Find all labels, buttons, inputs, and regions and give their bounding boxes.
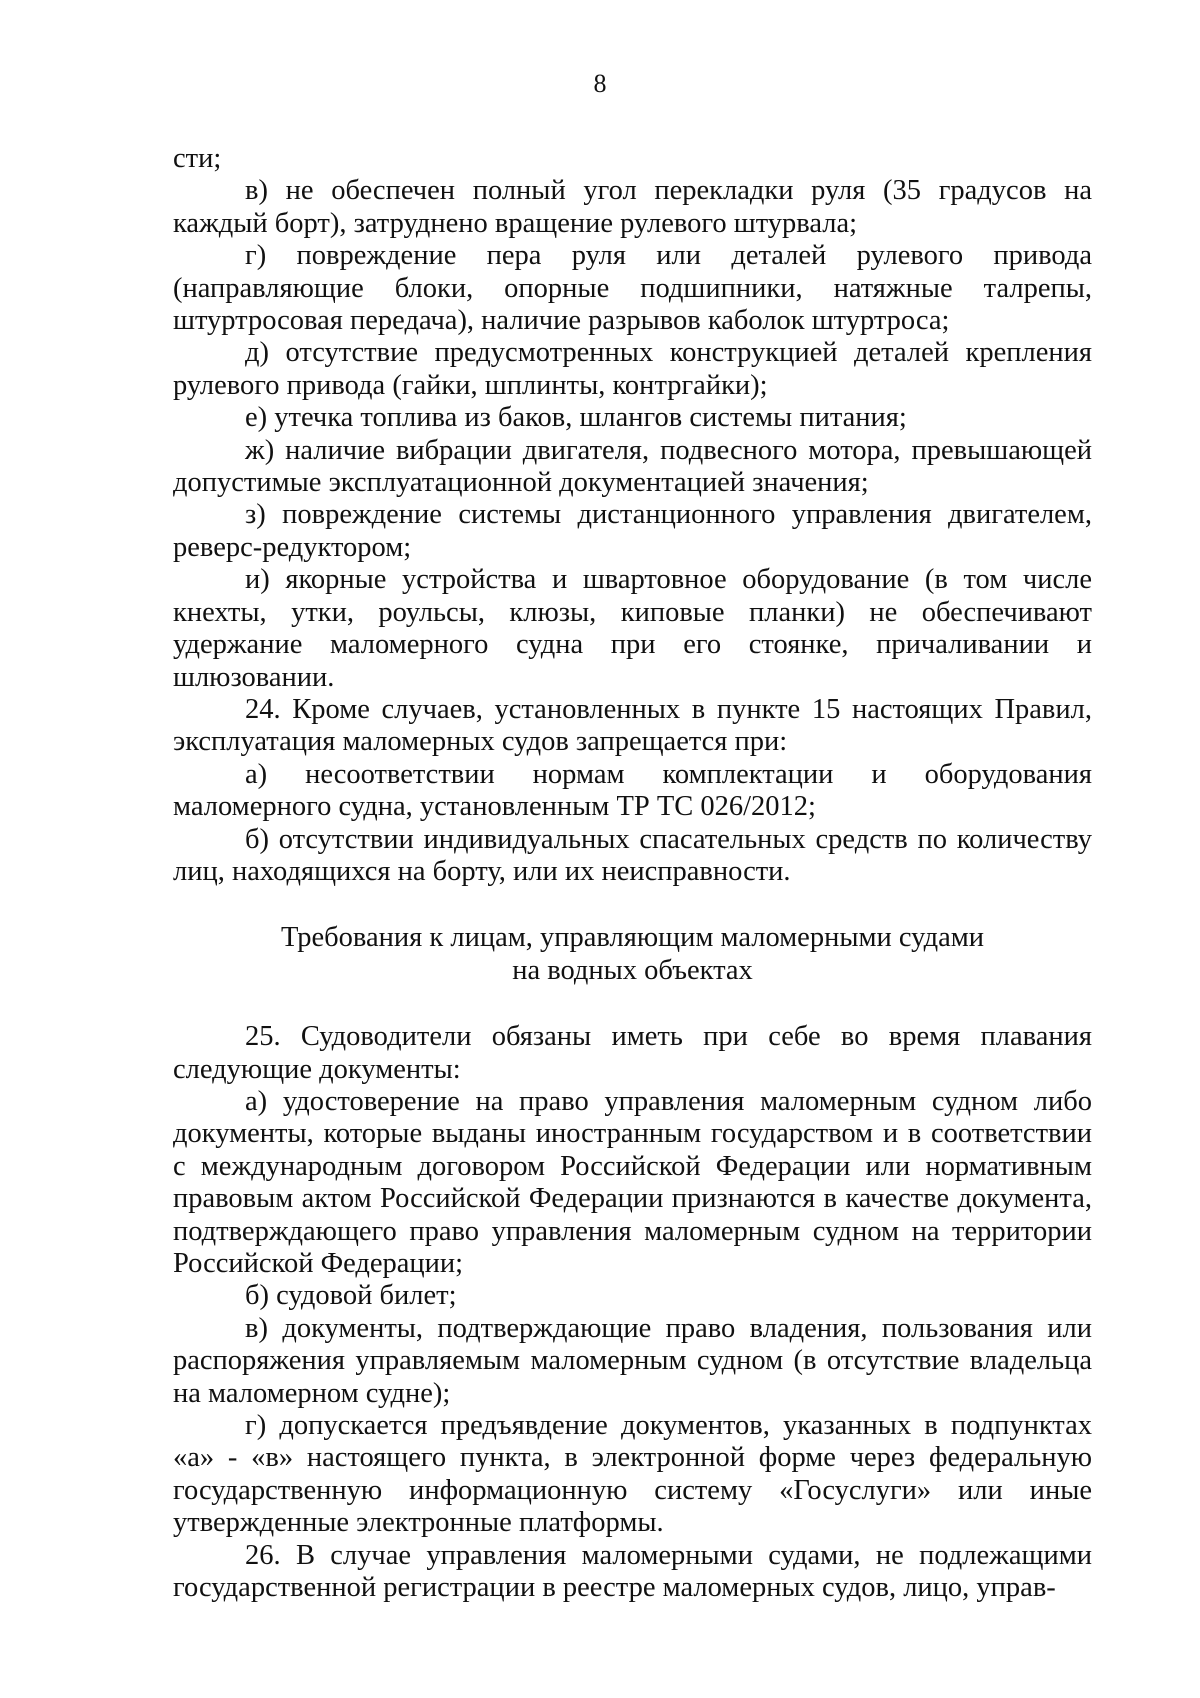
paragraph: а) удостоверение на право управления маломерным судном либо документы, которые выданы иностранным государством и в соответствии с международным договором Российской Федерации или нормативным правовым актом Российской Федерации признаются в качестве документа, подтверждающего право управления маломерным судном на территории Российской Федерации; [173,1085,1092,1279]
section-paragraphs-before [173,143,1092,888]
section-heading-line-2: на водных объектах [512,954,753,986]
paragraph: в) не обеспечен полный угол перекладки руля (35 градусов на каждый борт), затруднено вращение рулевого штурвала; [173,175,1092,239]
paragraph: 25. Судоводители обязаны иметь при себе во время плавания следующие документы: [173,1021,1092,1085]
paragraph: б) судовой билет; [245,1280,457,1312]
paragraph: в) документы, подтверждающие право владения, пользования или распоряжения управляемым маломерным судном (в отсутствие владельца на маломерном судне); [173,1312,1092,1409]
spacer [173,888,1092,922]
paragraph: ж) наличие вибрации двигателя, подвесного мотора, превышающей допустимые эксплуатационной документацией значения; [173,434,1092,499]
paragraph: 24. Кроме случаев, установленных в пункте 15 настоящих Правил, эксплуатация маломерных судов запрещается при: [173,693,1092,758]
paragraph: и) якорные устройства и швартовное оборудование (в том числе кнехты, утки, роульсы, клюзы, киповые планки) не обеспечивают удержание маломерного судна при его стоянке, причаливании и шлюзовании. [173,564,1092,693]
paragraph: г) допускается предъявдение документов, указанных в подпунктах «а» - «в» настоящего пункта, в электронной форме через федеральную государственную информационную систему «Госуслуги» или иные утвержденные электронные платформы. [173,1410,1092,1539]
section-heading-line-1: Требования к лицам, управляющим маломерными судами [280,922,985,954]
section-paragraphs-after [173,1021,1092,1604]
paragraph: д) отсутствие предусмотренных конструкцией деталей крепления рулевого привода (гайки, шплинты, контргайки); [173,337,1092,401]
document-body [173,143,1092,1604]
page-number: 8 [593,69,607,98]
paragraph: е) утечка топлива из баков, шлангов системы питания; [245,402,907,434]
paragraph: сти; [173,143,222,174]
paragraph: 26. В случае управления маломерными судами, не подлежащими государственной регистрации в реестре маломерных судов, лицо, управ- [173,1539,1092,1604]
section-heading [173,922,1092,987]
paragraph: б) отсутствии индивидуальных спасательных средств по количеству лиц, находящихся на борту, или их неисправности. [173,823,1092,887]
paragraph: а) несоответствии нормам комплектации и оборудования маломерного судна, установленным ТР ТС 026/2012; [173,758,1092,823]
paragraph: г) повреждение пера руля или деталей рулевого привода (направляющие блоки, опорные подшипники, натяжные талрепы, штуртросовая передача), наличие разрывов каболок штуртроса; [173,240,1092,337]
paragraph: з) повреждение системы дистанционного управления двигателем, реверс-редуктором; [173,499,1092,563]
spacer [173,987,1092,1021]
